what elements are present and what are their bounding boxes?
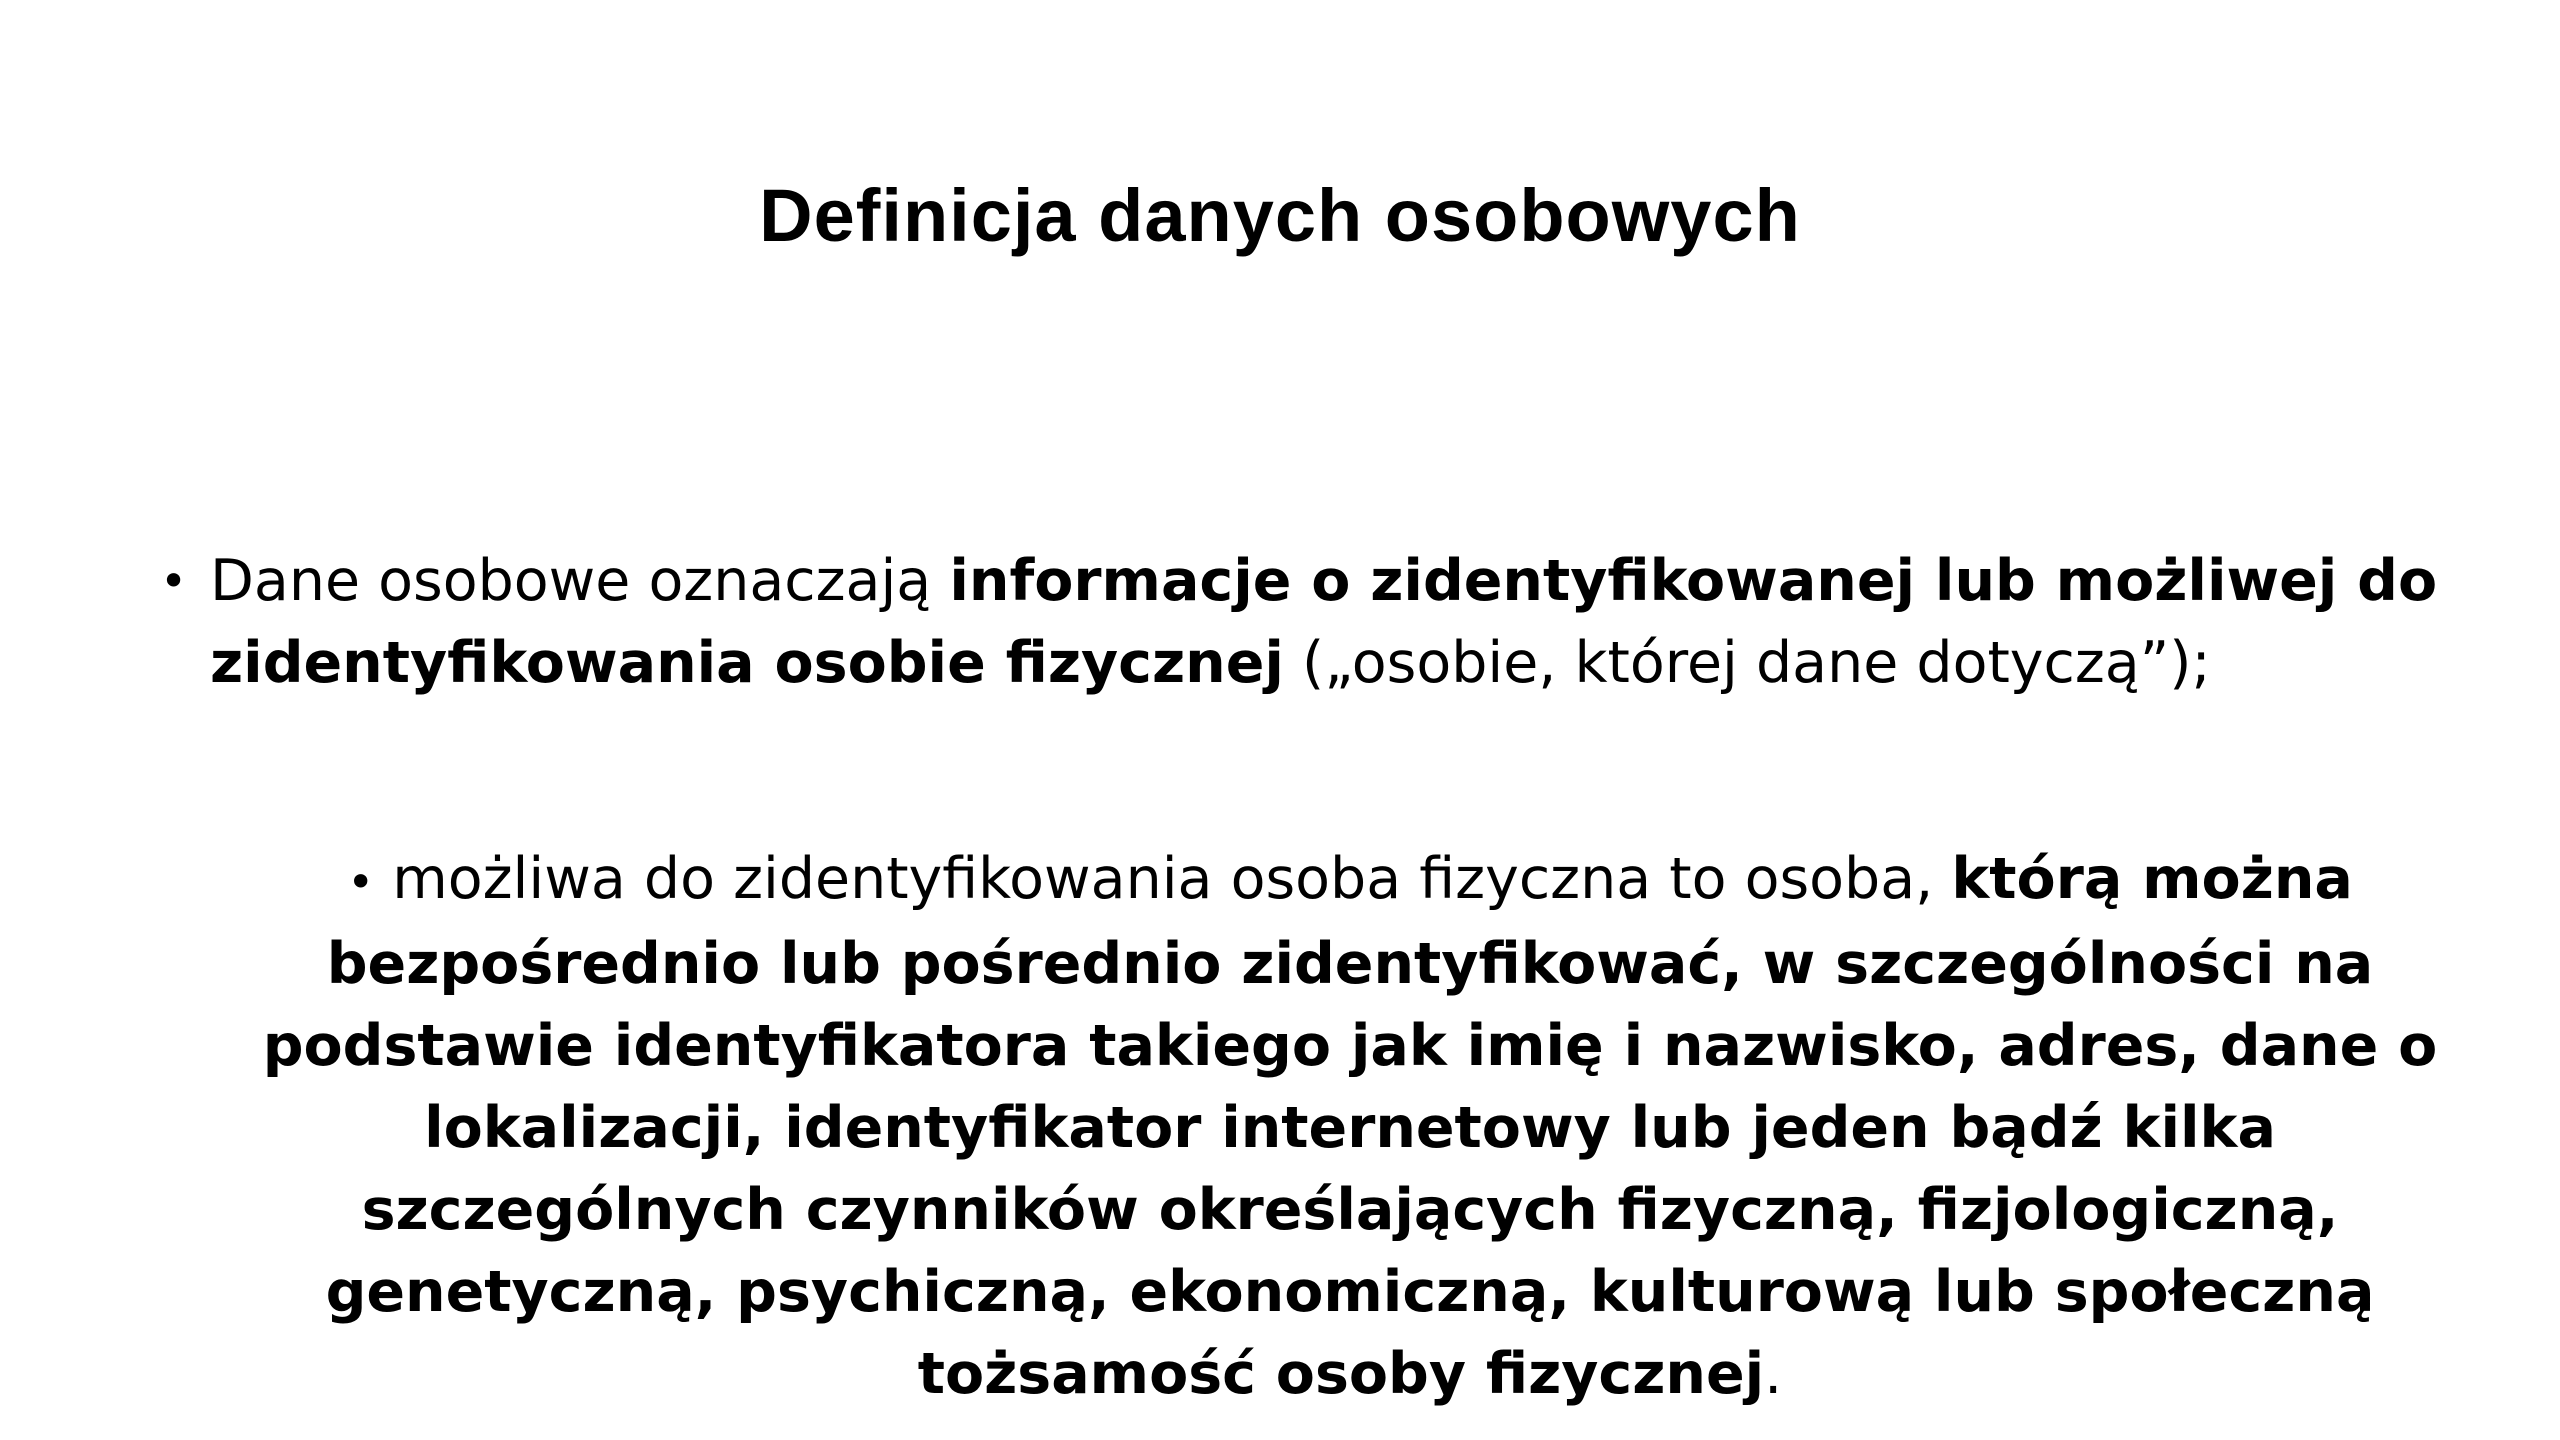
sub-bullet-text-bold: którą można bezpośrednio lub pośrednio zidentyfikować, w szczególności na podstawie identyfikatora takiego jak imię i nazwisko, adres, dane o lokalizacji, identyfikator internetowy lub jeden bądź kilka szczególnych czynników określających fizyczną, fizjologiczną, genetyczną, psychiczną, ekonomiczną, kulturową lub społeczną tożsamość osoby fizycznej — [262, 846, 2438, 1407]
slide-title: Definicja danych osobowych — [759, 174, 1801, 257]
sub-bullet-text-plain-end: . — [1764, 1341, 1783, 1407]
bullet-text-plain-end: („osobie, której dane dotyczą”); — [1283, 630, 2211, 696]
bullet-text-bold: informacje o zidentyfikowanej lub możliwej do zidentyfikowania osobie fizycznej — [210, 548, 2438, 696]
bullet-text-plain-start: Dane osobowe oznaczają — [210, 548, 950, 614]
bullet-text — [210, 540, 2460, 704]
sub-bullet-text-plain-start: możliwa do zidentyfikowania osoba fizyczna to osoba, — [392, 846, 1952, 912]
bullet-item-definition — [160, 540, 2460, 704]
bullet-icon: • — [160, 554, 188, 608]
sub-bullet-icon: • — [347, 855, 375, 909]
bullet-item-identifiable-person — [220, 838, 2480, 1415]
